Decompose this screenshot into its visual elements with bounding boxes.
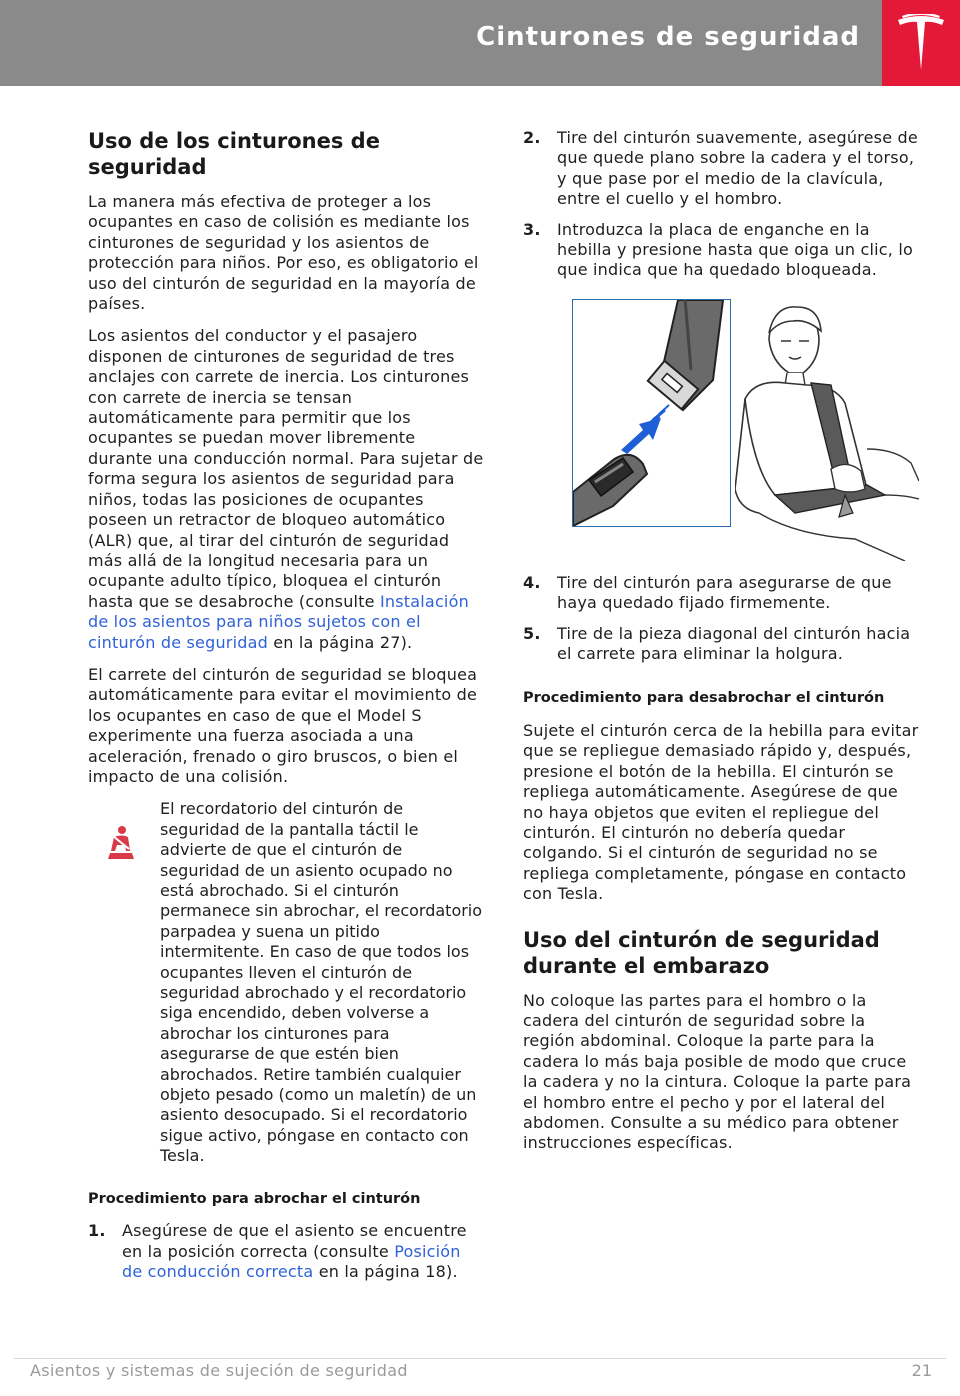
paragraph: Sujete el cinturón cerca de la hebilla para evitar que se repliegue demasiado rápido y, después, presione el botón de la hebilla. El cinturón se repliega automáticamente. Asegúrese de que no haya objetos que eviten el repliegue del cinturón. El cinturón no debería quedar colgando. Si el cinturón de seguridad no se repliega completamente, póngase en contacto con Tesla. (523, 720, 919, 904)
seated-person-image (735, 299, 919, 561)
left-column (88, 128, 484, 1292)
tesla-logo-icon (896, 14, 946, 72)
link-child-seat-install[interactable]: Instalación de los asientos para niños sujetos con el cinturón de seguridad (88, 591, 469, 652)
step-text: Tire del cinturón suavemente, asegúrese de que quede plano sobre la cadera y el torso, y que pase por el medio de la clavícula, entre el cuello y el hombro. (557, 128, 918, 209)
paragraph: El carrete del cinturón de seguridad se bloquea automáticamente para evitar el movimiento de los ocupantes en caso de que el Model S experimente una fuerza asociada a una aceleración, frenado o giro bruscos, o bien el impacto de una colisión. (88, 664, 478, 786)
step-number: 1. (88, 1221, 106, 1241)
heading-line: Uso del cinturón de seguridad (523, 927, 880, 952)
text-span: Los asientos del conductor y el pasajero disponen de cinturones de seguridad de tres anclajes con carrete de inercia. Los cinturones con carrete de inercia se tensan automáticamente para permitir que los ocupantes se puedan mover libremente durante una conducción normal. Para sujetar de forma segura los asientos de seguridad para niños, todas las posiciones de ocupantes poseen un retractor de bloqueo automático (ALR) que, al tirar del cinturón de seguridad más allá de la longitud necesaria para un ocupante adulto típico, bloquea el cinturón hasta que se desabroche (consulte (88, 326, 484, 611)
section-title: Cinturones de seguridad (476, 22, 860, 52)
step-item (523, 573, 919, 614)
heading-line: durante el embarazo (523, 953, 770, 978)
text-span: en la página 27). (267, 632, 413, 652)
page-number: 21 (911, 1361, 932, 1380)
step-number: 2. (523, 128, 541, 147)
subheading: Procedimiento para abrochar el cinturón (88, 1190, 421, 1207)
subheading: Procedimiento para desabrochar el cinturón (523, 690, 885, 707)
step-text: Introduzca la placa de enganche en la hebilla y presione hasta que oiga un clic, lo que indica que ha quedado bloqueada. (557, 219, 913, 280)
step-number: 4. (523, 572, 541, 592)
paragraph: No coloque las partes para el hombro o la cadera del cinturón de seguridad sobre la región abdominal. Coloque la parte para la cadera lo más baja posible de modo que cruce la cadera y no la cintura. Coloque la parte para el hombro entre el pecho y por el lateral del abdomen. Consulte a su médico para obtener instrucciones específicas. (523, 990, 912, 1153)
paragraph: La manera más efectiva de proteger a los ocupantes en caso de colisión es mediante los cinturones de seguridad y los asientos de protección para niños. Por eso, es obligatorio el uso del cinturón de seguridad en la mayoría de países. (88, 192, 479, 314)
text-span: en la página 18). (313, 1261, 458, 1281)
step-number: 3. (523, 219, 541, 239)
seatbelt-warning-icon (106, 825, 136, 866)
page-header (0, 0, 960, 86)
brand-logo (882, 0, 960, 86)
seatbelt-illustration (523, 295, 919, 563)
right-column (523, 128, 919, 1166)
step-number: 5. (523, 623, 541, 643)
step-item (523, 220, 919, 281)
footer-divider (14, 1358, 946, 1359)
step-item (88, 1221, 484, 1282)
text-span: Asegúrese de que el asiento se encuentre en la posición correcta (consulte (122, 1221, 467, 1261)
step-item (523, 128, 919, 210)
step-item (523, 624, 919, 665)
footer-section-name: Asientos y sistemas de sujeción de seguridad (30, 1361, 408, 1380)
step-text: Tire de la pieza diagonal del cinturón hacia el carrete para eliminar la holgura. (557, 623, 911, 664)
note-text: El recordatorio del cinturón de seguridad de la pantalla táctil le advierte de que el cinturón de seguridad de un asiento ocupado no está abrochado. Si el cinturón permanece sin abrochar, el recordatorio parpadea y suena un pitido intermitente. En caso de que todos los ocupantes lleven el cinturón de seguridad abrochado y el recordatorio siga encendido, deben volverse a abrochar los cinturones para asegurarse de que estén bien abrochados. Retire también cualquier objeto pesado (como un maletín) de un asiento desocupado. Si el recordatorio sigue activo, póngase en contacto con Tesla. (160, 799, 483, 1166)
buckle-closeup-image (572, 299, 731, 527)
paragraph (88, 326, 484, 653)
section-heading: Uso de los cinturones de seguridad (88, 129, 380, 179)
step-text: Tire del cinturón para asegurarse de que haya quedado fijado firmemente. (557, 572, 892, 613)
link-driving-position[interactable]: Posición de conducción correcta (122, 1241, 461, 1281)
note-box (88, 799, 484, 1166)
section-heading (523, 927, 919, 979)
